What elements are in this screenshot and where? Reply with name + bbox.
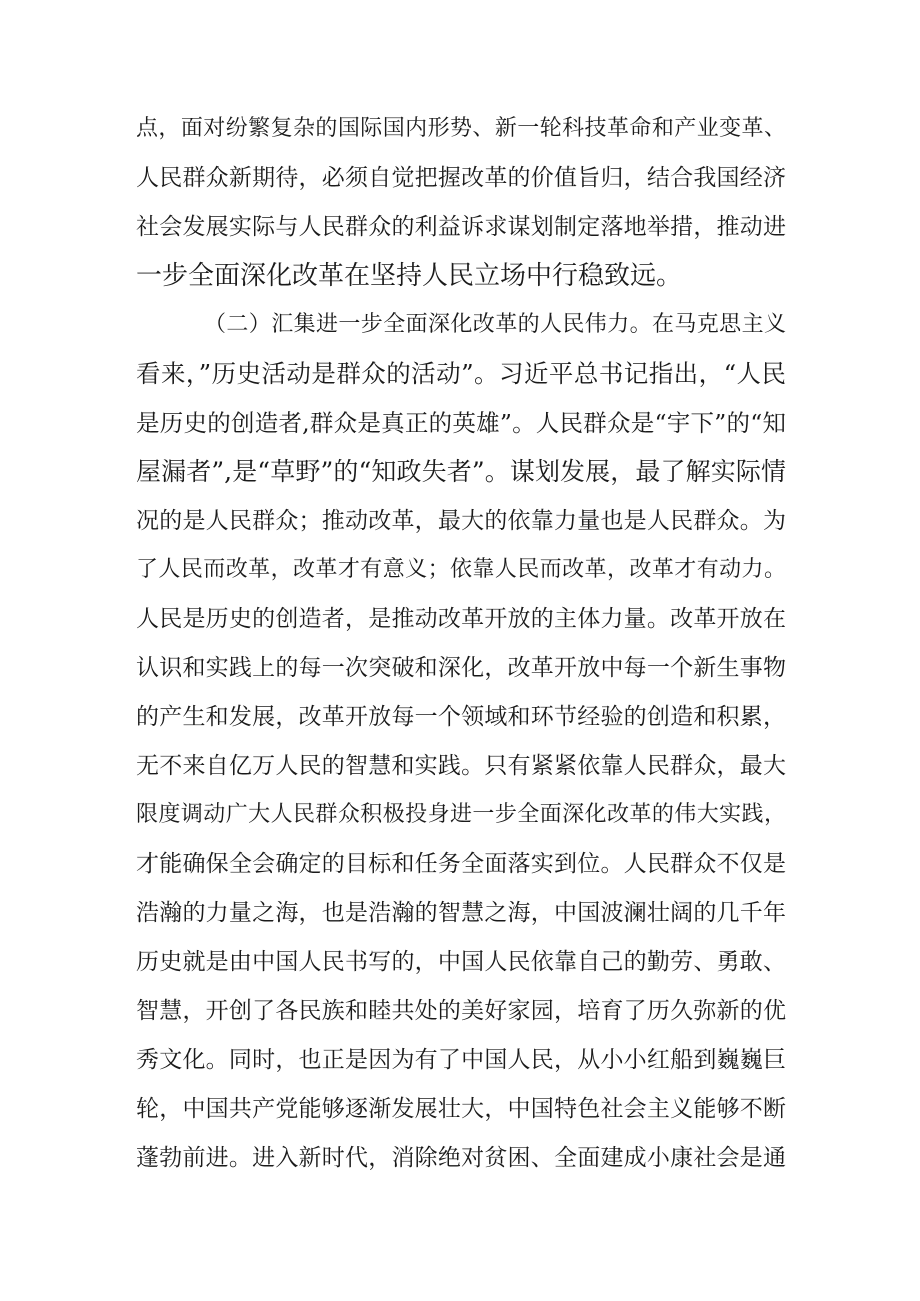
paragraph-line: 限度调动广大人民群众积极投身进一步全面深化改革的伟大实践， xyxy=(136,802,786,827)
paragraph-line: 才能确保全会确定的目标和任务全面落实到位。人民群众不仅是 xyxy=(136,851,786,877)
paragraph-line: 浩瀚的力量之海，也是浩瀚的智慧之海，中国波澜壮阔的几千年 xyxy=(136,900,786,926)
paragraph-line: 历史就是由中国人民书写的，中国人民依靠自己的勤劳、勇敢、 xyxy=(136,949,786,975)
paragraph-line: 屋漏者”,是“草野”的“知政失者”。谋划发展，最了解实际情 xyxy=(136,457,786,486)
paragraph-line: 人民群众新期待，必须自觉把握改革的价值旨归，结合我国经济 xyxy=(136,165,786,191)
paragraph-line: 了人民而改革，改革才有意义；依靠人民而改革，改革才有动力。 xyxy=(136,557,786,582)
paragraph-line: 况的是人民群众；推动改革，最大的依靠力量也是人民群众。为 xyxy=(136,508,786,534)
paragraph-line: 的产生和发展，改革开放每一个领域和环节经验的创造和积累， xyxy=(136,704,786,730)
paragraph-line: 社会发展实际与人民群众的利益诉求谋划制定落地举措，推动进 xyxy=(136,214,786,240)
paragraph-line: 认识和实践上的每一次突破和深化，改革开放中每一个新生事物 xyxy=(136,655,786,681)
paragraph-line: 轮，中国共产党能够逐渐发展壮大，中国特色社会主义能够不断 xyxy=(136,1096,786,1122)
paragraph-line: 蓬勃前进。进入新时代，消除绝对贫困、全面建成小康社会是通 xyxy=(136,1145,786,1171)
paragraph-line: 秀文化。同时，也正是因为有了中国人民，从小小红船到巍巍巨 xyxy=(136,1047,786,1073)
paragraph-line: 看来，”历史活动是群众的活动”。习近平总书记指出，“人民 xyxy=(136,359,786,388)
paragraph-line: 无不来自亿万人民的智慧和实践。只有紧紧依靠人民群众，最大 xyxy=(136,753,786,779)
section-heading-line: （二）汇集进一步全面深化改革的人民伟力。在马克思主义 xyxy=(204,312,786,337)
paragraph-line: 点，面对纷繁复杂的国际国内形势、新一轮科技革命和产业变革、 xyxy=(136,116,786,141)
paragraph-line: 智慧，开创了各民族和睦共处的美好家园，培育了历久弥新的优 xyxy=(136,998,786,1024)
paragraph-line: 人民是历史的创造者，是推动改革开放的主体力量。改革开放在 xyxy=(136,606,786,632)
paragraph-line: 一步全面深化改革在坚持人民立场中行稳致远。 xyxy=(136,261,683,291)
paragraph-line: 是历史的创造者,群众是真正的英雄”。人民群众是“宇下”的“知 xyxy=(136,409,786,437)
